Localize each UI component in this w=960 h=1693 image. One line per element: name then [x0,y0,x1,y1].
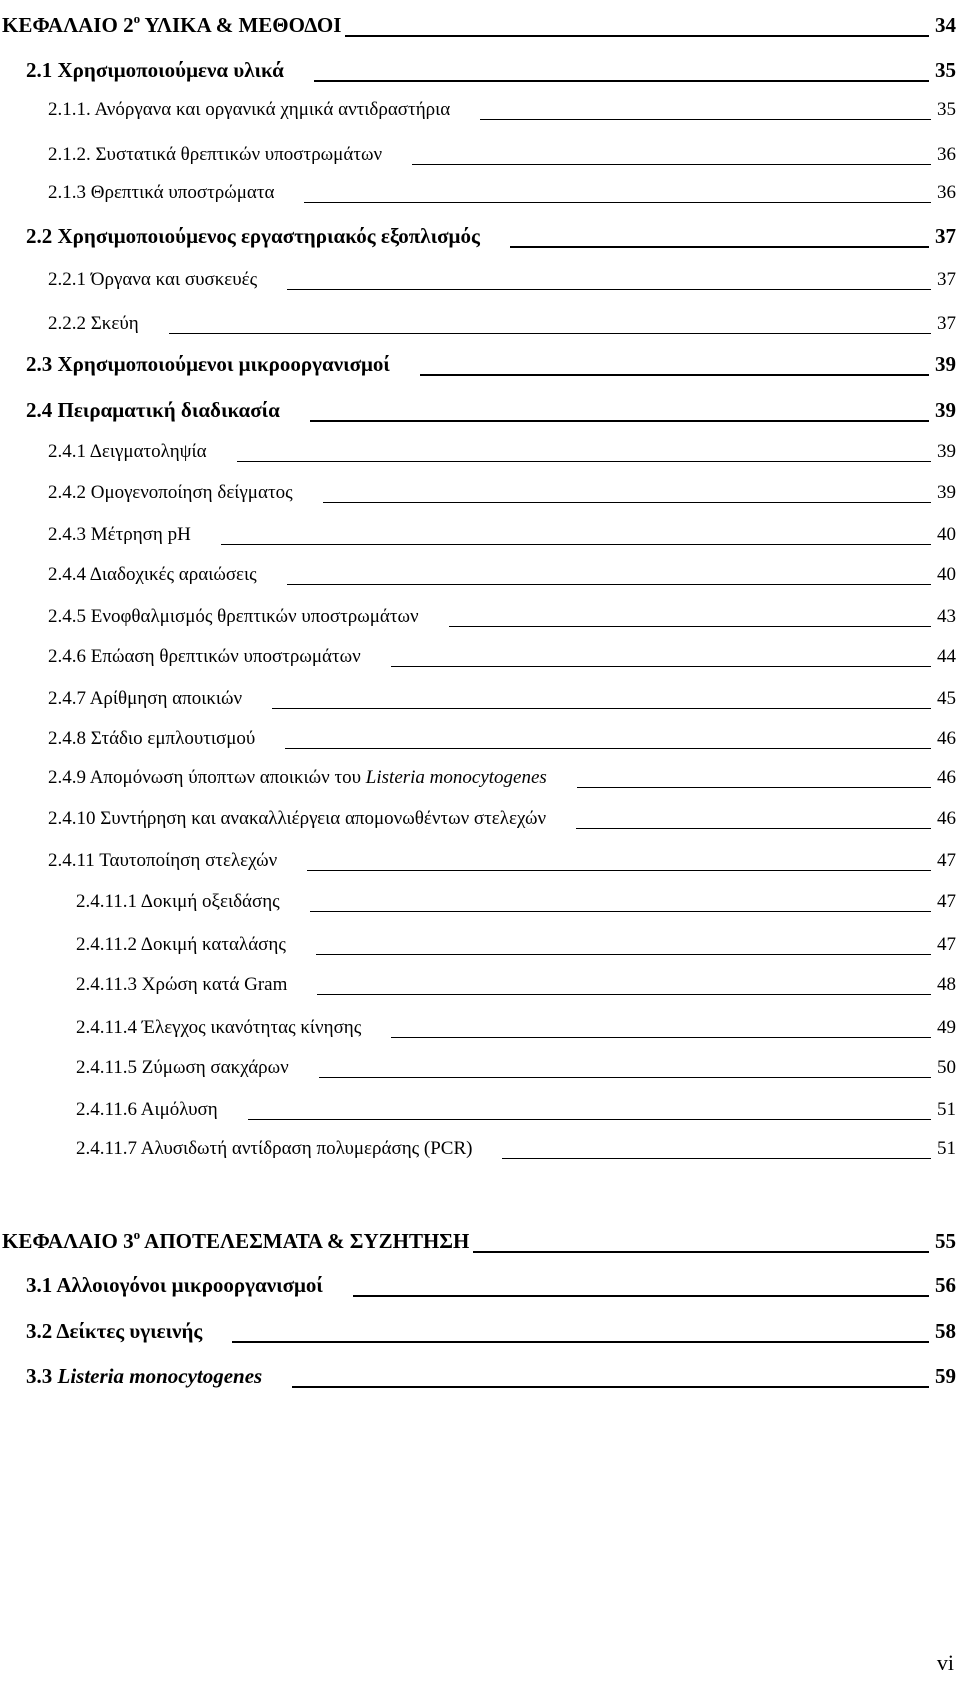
toc-entry-title: 2.1 Χρησιμοποιούμενα υλικά [26,58,284,82]
toc-leader-line [304,202,931,203]
toc-leader-line [502,1158,931,1159]
toc-chapter[interactable] [0,0,960,40]
toc-subsection[interactable] [0,751,960,791]
toc-page-number: 34 [935,13,956,37]
toc-entry-title: 2.3 Χρησιμοποιούμενοι μικροοργανισμοί [26,352,390,376]
toc-entry-title: ΚΕΦΑΛΑΙΟ $2^o$ ΥΛΙΚΑ & ΜΕΘΟΔΟΙ [2,11,342,37]
toc-leader-line [237,461,931,462]
toc-leader-line [319,1077,931,1078]
toc-subsection[interactable] [0,630,960,670]
toc-leader-line [345,35,929,37]
toc-entry-title: ΚΕΦΑΛΑΙΟ $3^o$ ΑΠΟΤΕΛΕΣΜΑΤΑ & ΣΥΖΗΤΗΣΗ [2,1227,470,1253]
toc-leader-line [285,748,931,749]
toc-section[interactable] [0,339,960,379]
toc-page-number: 39 [935,398,956,422]
toc-page-number: 45 [937,688,956,709]
toc-leader-line [310,911,931,912]
toc-leader-line [287,289,931,290]
toc-page-number: 47 [937,934,956,955]
toc-leader-line [307,870,931,871]
toc-page-number: 47 [937,850,956,871]
toc-page-number: 39 [935,352,956,376]
toc-entry-title: 2.2 Χρησιμοποιούμενος εργαστηριακός εξοπλισμός [26,224,480,248]
toc-entry-title: 2.1.3 Θρεπτικά υποστρώματα [48,182,275,203]
toc-leader-line [391,1037,931,1038]
toc-entry-title: 2.4.11.5 Ζύμωση σακχάρων [76,1057,289,1078]
toc-page-number: 51 [937,1099,956,1120]
toc-subsection[interactable] [0,1122,960,1162]
toc-leader-line [449,626,931,627]
toc-entry-title: 2.2.2 Σκεύη [48,313,139,334]
toc-subsection[interactable] [0,1001,960,1041]
toc-leader-line [323,502,931,503]
toc-entry-title: 2.1.1. Ανόργανα και οργανικά χημικά αντιδραστήρια [48,99,451,120]
toc-page-number: 48 [937,974,956,995]
toc-page-number: 39 [937,482,956,503]
toc-page-number: 40 [937,524,956,545]
toc-entry-title: 2.2.1 Όργανα και συσκευές [48,269,258,290]
toc-leader-line [221,544,931,545]
toc-subsection[interactable] [0,918,960,958]
toc-subsection[interactable] [0,166,960,206]
toc-section[interactable] [0,1306,960,1346]
toc-entry-title: 2.4.11.3 Χρώση κατά Gram [76,974,288,995]
toc-leader-line [510,246,929,248]
toc-entry-title: 2.4.6 Επώαση θρεπτικών υποστρωμάτων [48,646,361,667]
toc-page-number: 46 [937,808,956,829]
toc-leader-line [287,584,931,585]
toc-page-number: 35 [935,58,956,82]
toc-subsection[interactable] [0,590,960,630]
toc-subsection[interactable] [0,297,960,337]
toc-subsection[interactable] [0,712,960,752]
toc-subsection[interactable] [0,83,960,123]
toc-entry-title: 2.4.11 Ταυτοποίηση στελεχών [48,850,278,871]
toc-entry-title: 2.4 Πειραματική διαδικασία [26,398,280,422]
toc-page-number: 36 [937,144,956,165]
toc-leader-line [420,374,929,376]
toc-subsection[interactable] [0,792,960,832]
toc-leader-line [292,1386,929,1388]
toc-leader-line [317,994,931,995]
toc-subsection[interactable] [0,253,960,293]
toc-subsection[interactable] [0,466,960,506]
toc-subsection[interactable] [0,128,960,168]
toc-entry-title: 3.3 Listeria monocytogenes [26,1364,263,1388]
toc-entry-title: 2.4.9 Απομόνωση ύποπτων αποικιών του Listeria monocytogenes [48,767,547,788]
toc-leader-line [576,828,931,829]
toc-entry-title: 2.4.5 Ενοφθαλμισμός θρεπτικών υποστρωμάτων [48,606,419,627]
toc-section[interactable] [0,385,960,425]
toc-entry-title: 2.4.4 Διαδοχικές αραιώσεις [48,564,257,585]
toc-entry-title: 2.4.8 Στάδιο εμπλουτισμού [48,728,256,749]
page-number-footer: vi [936,1650,954,1675]
toc-leader-line [310,420,929,422]
toc-leader-line [232,1341,929,1343]
toc-page-number: 36 [937,182,956,203]
toc-page-number: 59 [935,1364,956,1388]
toc-subsection[interactable] [0,875,960,915]
toc-leader-line [391,666,931,667]
toc-entry-title: 3.2 Δείκτες υγιεινής [26,1319,203,1343]
toc-page-number: 37 [935,224,956,248]
toc-entry-title: 2.4.2 Ομογενοποίηση δείγματος [48,482,293,503]
toc-leader-line [314,80,929,82]
toc-page-number: 44 [937,646,956,667]
toc-subsection[interactable] [0,425,960,465]
toc-subsection[interactable] [0,834,960,874]
toc-leader-line [353,1295,929,1297]
toc-page-number: 56 [935,1273,956,1297]
toc-page-number: 43 [937,606,956,627]
toc-entry-title: 2.4.11.2 Δοκιμή καταλάσης [76,934,286,955]
toc-entry-title: 2.4.11.4 Έλεγχος ικανότητας κίνησης [76,1017,362,1038]
toc-section[interactable] [0,1351,960,1391]
toc-section[interactable] [0,45,960,85]
toc-page-number: 39 [937,441,956,462]
toc-subsection[interactable] [0,548,960,588]
toc-leader-line [577,787,931,788]
toc-page-number: 51 [937,1138,956,1159]
toc-page-number: 47 [937,891,956,912]
toc-section[interactable] [0,1260,960,1300]
toc-subsection[interactable] [0,1041,960,1081]
toc-entry-title: 2.4.1 Δειγματοληψία [48,441,207,462]
toc-page-number: 37 [937,313,956,334]
toc-entry-title: 2.4.11.1 Δοκιμή οξειδάσης [76,891,280,912]
toc-page-number: 46 [937,767,956,788]
toc-entry-title: 2.1.2. Συστατικά θρεπτικών υποστρωμάτων [48,144,383,165]
toc-page-number: 50 [937,1057,956,1078]
toc-leader-line [473,1251,929,1253]
toc-leader-line [272,708,931,709]
toc-subsection[interactable] [0,1083,960,1123]
toc-entry-title: 2.4.11.6 Αιμόλυση [76,1099,218,1120]
toc-subsection[interactable] [0,508,960,548]
toc-page-number: 37 [937,269,956,290]
toc-page-number: 46 [937,728,956,749]
toc-entry-title: 2.4.10 Συντήρηση και ανακαλλιέργεια απομονωθέντων στελεχών [48,808,547,829]
toc-leader-line [480,119,931,120]
toc-page-number: 55 [935,1229,956,1253]
toc-subsection[interactable] [0,672,960,712]
toc-section[interactable] [0,211,960,251]
toc-page-number: 58 [935,1319,956,1343]
toc-leader-line [169,333,931,334]
toc-entry-title: 2.4.11.7 Αλυσιδωτή αντίδραση πολυμεράσης (PCR) [76,1138,473,1159]
toc-entry-title: 2.4.3 Μέτρηση pH [48,524,191,545]
toc-page-number: 49 [937,1017,956,1038]
toc-entry-title: 3.1 Αλλοιογόνοι μικροοργανισμοί [26,1273,323,1297]
toc-leader-line [248,1119,931,1120]
toc-page-number: 40 [937,564,956,585]
toc-leader-line [316,954,931,955]
toc-entry-title: 2.4.7 Αρίθμηση αποικιών [48,688,243,709]
toc-page-number: 35 [937,99,956,120]
toc-subsection[interactable] [0,958,960,998]
toc-chapter[interactable] [0,1216,960,1256]
toc-leader-line [412,164,931,165]
